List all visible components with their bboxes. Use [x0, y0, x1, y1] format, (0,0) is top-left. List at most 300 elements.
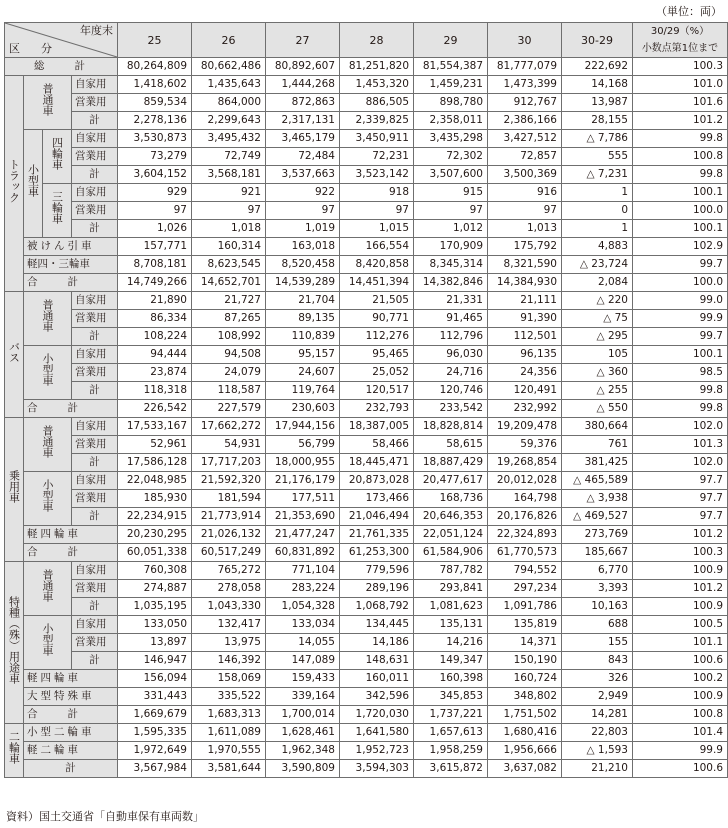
count-cell: 61,253,300: [340, 544, 414, 562]
row-label: 軽四輪車: [24, 670, 118, 688]
count-cell: 13,897: [118, 634, 192, 652]
ratio-cell: 100.5: [633, 616, 728, 634]
diff-cell: 21,210: [562, 760, 633, 778]
count-cell: 133,050: [118, 616, 192, 634]
row-label: 営業用: [72, 148, 118, 166]
row-label: 自家用: [72, 472, 118, 490]
count-cell: 61,584,906: [414, 544, 488, 562]
row-label: 合 計: [24, 400, 118, 418]
count-cell: 1,737,221: [414, 706, 488, 724]
ratio-cell: 97.7: [633, 508, 728, 526]
count-cell: 8,520,458: [266, 256, 340, 274]
count-cell: 97: [414, 202, 488, 220]
ratio-cell: 100.9: [633, 688, 728, 706]
count-cell: 14,539,289: [266, 274, 340, 292]
count-cell: 283,224: [266, 580, 340, 598]
count-cell: 1,018: [192, 220, 266, 238]
count-cell: 160,011: [340, 670, 414, 688]
table-row: [5, 616, 728, 634]
diff-cell: △ 550: [562, 400, 633, 418]
count-cell: 185,930: [118, 490, 192, 508]
diff-cell: △ 469,527: [562, 508, 633, 526]
count-cell: 1,473,399: [488, 76, 562, 94]
ratio-cell: 101.3: [633, 436, 728, 454]
row-label: 自家用: [72, 292, 118, 310]
row-label: 営業用: [72, 94, 118, 112]
diff-cell: 1: [562, 184, 633, 202]
count-cell: 95,157: [266, 346, 340, 364]
count-cell: 58,466: [340, 436, 414, 454]
count-cell: 17,586,128: [118, 454, 192, 472]
count-cell: 13,975: [192, 634, 266, 652]
count-cell: 21,477,247: [266, 526, 340, 544]
table-row: [5, 544, 728, 562]
count-cell: 3,465,179: [266, 130, 340, 148]
unit-note: （単位：両）: [656, 5, 722, 18]
diff-cell: 13,987: [562, 94, 633, 112]
count-cell: 787,782: [414, 562, 488, 580]
ratio-cell: 101.2: [633, 112, 728, 130]
count-cell: 94,444: [118, 346, 192, 364]
diff-cell: △ 295: [562, 328, 633, 346]
diff-cell: 1: [562, 220, 633, 238]
row-label: 営業用: [72, 436, 118, 454]
count-cell: 8,321,590: [488, 256, 562, 274]
count-cell: 1,026: [118, 220, 192, 238]
count-cell: 3,637,082: [488, 760, 562, 778]
year-header: 27: [266, 23, 340, 58]
year-header: 25: [118, 23, 192, 58]
count-cell: 181,594: [192, 490, 266, 508]
ratio-cell: 97.7: [633, 490, 728, 508]
diff-cell: △ 75: [562, 310, 633, 328]
count-cell: 52,961: [118, 436, 192, 454]
count-cell: 18,387,005: [340, 418, 414, 436]
count-cell: 148,631: [340, 652, 414, 670]
count-cell: 80,892,607: [266, 58, 340, 76]
count-cell: 21,331: [414, 292, 488, 310]
ratio-cell: 100.2: [633, 670, 728, 688]
diff-cell: △ 255: [562, 382, 633, 400]
count-cell: 1,700,014: [266, 706, 340, 724]
count-cell: 17,533,167: [118, 418, 192, 436]
table-row: [5, 148, 728, 166]
count-cell: 25,052: [340, 364, 414, 382]
count-cell: 21,026,132: [192, 526, 266, 544]
count-cell: 17,662,272: [192, 418, 266, 436]
table-row: [5, 454, 728, 472]
count-cell: 916: [488, 184, 562, 202]
count-cell: 8,623,545: [192, 256, 266, 274]
ratio-cell: 100.9: [633, 598, 728, 616]
row-label: 計: [72, 166, 118, 184]
count-cell: 3,435,298: [414, 130, 488, 148]
row-label: 合 計: [24, 274, 118, 292]
row-label: 軽二輪車: [24, 742, 118, 760]
count-cell: 91,390: [488, 310, 562, 328]
row-label: 営業用: [72, 202, 118, 220]
count-cell: 18,887,429: [414, 454, 488, 472]
count-cell: 132,417: [192, 616, 266, 634]
count-cell: 331,443: [118, 688, 192, 706]
count-cell: 1,669,679: [118, 706, 192, 724]
count-cell: 97: [192, 202, 266, 220]
count-cell: 60,051,338: [118, 544, 192, 562]
count-cell: 886,505: [340, 94, 414, 112]
count-cell: 97: [488, 202, 562, 220]
count-cell: 118,318: [118, 382, 192, 400]
count-cell: 21,353,690: [266, 508, 340, 526]
count-cell: 119,764: [266, 382, 340, 400]
count-cell: 1,972,649: [118, 742, 192, 760]
row-label: 計: [72, 598, 118, 616]
count-cell: 1,054,328: [266, 598, 340, 616]
count-cell: 21,111: [488, 292, 562, 310]
subcategory-futsu: 普通車: [24, 562, 72, 616]
count-cell: 3,568,181: [192, 166, 266, 184]
diff-cell: 2,084: [562, 274, 633, 292]
count-cell: 56,799: [266, 436, 340, 454]
ratio-cell: 100.6: [633, 760, 728, 778]
category-twowheel: 二輪車: [5, 724, 24, 778]
count-cell: 342,596: [340, 688, 414, 706]
count-cell: 1,956,666: [488, 742, 562, 760]
diff-cell: 0: [562, 202, 633, 220]
row-label: 軽四輪車: [24, 526, 118, 544]
count-cell: 22,051,124: [414, 526, 488, 544]
count-cell: 112,501: [488, 328, 562, 346]
count-cell: 14,749,266: [118, 274, 192, 292]
ratio-cell: 100.0: [633, 202, 728, 220]
row-label: 営業用: [72, 310, 118, 328]
ratio-cell: 98.5: [633, 364, 728, 382]
count-cell: 3,615,872: [414, 760, 488, 778]
table-row: [5, 724, 728, 742]
count-cell: 2,386,166: [488, 112, 562, 130]
ratio-cell: 100.3: [633, 58, 728, 76]
count-cell: 1,035,195: [118, 598, 192, 616]
row-label: 営業用: [72, 580, 118, 598]
category-truck: トラック: [5, 76, 24, 292]
table-row: [5, 184, 728, 202]
count-cell: 58,615: [414, 436, 488, 454]
ratio-cell: 100.9: [633, 562, 728, 580]
table-row: [5, 688, 728, 706]
count-cell: 1,091,786: [488, 598, 562, 616]
count-cell: 348,802: [488, 688, 562, 706]
row-label: 営業用: [72, 490, 118, 508]
count-cell: 297,234: [488, 580, 562, 598]
row-label: 総 計: [5, 58, 118, 76]
table-row: [5, 328, 728, 346]
ratio-cell: 102.0: [633, 454, 728, 472]
diff-header: 30-29: [562, 23, 633, 58]
subcategory-futsu: 普通車: [24, 292, 72, 346]
count-cell: 110,839: [266, 328, 340, 346]
diff-cell: 14,168: [562, 76, 633, 94]
row-label: 自家用: [72, 562, 118, 580]
ratio-cell: 101.2: [633, 526, 728, 544]
count-cell: 163,018: [266, 238, 340, 256]
count-cell: 14,055: [266, 634, 340, 652]
count-cell: 159,433: [266, 670, 340, 688]
table-row: [5, 94, 728, 112]
count-cell: 20,230,295: [118, 526, 192, 544]
diff-cell: 22,803: [562, 724, 633, 742]
table-row: [5, 364, 728, 382]
count-cell: 72,231: [340, 148, 414, 166]
count-cell: 89,135: [266, 310, 340, 328]
diff-cell: 688: [562, 616, 633, 634]
count-cell: 24,079: [192, 364, 266, 382]
row-label: 大型特殊車: [24, 688, 118, 706]
count-cell: 18,000,955: [266, 454, 340, 472]
row-label: 被けん引車: [24, 238, 118, 256]
count-cell: 22,048,985: [118, 472, 192, 490]
count-cell: 24,607: [266, 364, 340, 382]
count-cell: 14,384,930: [488, 274, 562, 292]
ratio-cell: 99.7: [633, 256, 728, 274]
count-cell: 3,604,152: [118, 166, 192, 184]
row-label: 計: [72, 382, 118, 400]
count-cell: 1,019: [266, 220, 340, 238]
table-row: [5, 670, 728, 688]
diff-cell: 273,769: [562, 526, 633, 544]
ratio-cell: 100.1: [633, 346, 728, 364]
header-row: [5, 23, 728, 58]
ratio-header-line1: 30/29（%）: [650, 26, 710, 37]
ratio-cell: 99.8: [633, 382, 728, 400]
count-cell: 157,771: [118, 238, 192, 256]
count-cell: 59,376: [488, 436, 562, 454]
count-cell: 120,517: [340, 382, 414, 400]
diff-cell: 761: [562, 436, 633, 454]
count-cell: 133,034: [266, 616, 340, 634]
ratio-cell: 102.0: [633, 418, 728, 436]
count-cell: 1,015: [340, 220, 414, 238]
table-row: [5, 562, 728, 580]
diff-cell: 4,883: [562, 238, 633, 256]
count-cell: 177,511: [266, 490, 340, 508]
count-cell: 97: [266, 202, 340, 220]
row-label: 軽四・三輪車: [24, 256, 118, 274]
count-cell: 3,495,432: [192, 130, 266, 148]
count-cell: 1,435,643: [192, 76, 266, 94]
count-cell: 3,537,663: [266, 166, 340, 184]
count-cell: 2,317,131: [266, 112, 340, 130]
table-row: [5, 238, 728, 256]
count-cell: 1,043,330: [192, 598, 266, 616]
table-row: [5, 130, 728, 148]
count-cell: 289,196: [340, 580, 414, 598]
count-cell: 60,517,249: [192, 544, 266, 562]
diff-cell: △ 360: [562, 364, 633, 382]
table-row: [5, 202, 728, 220]
count-cell: 21,773,914: [192, 508, 266, 526]
ratio-cell: 101.1: [633, 634, 728, 652]
count-cell: 19,268,854: [488, 454, 562, 472]
diff-cell: 155: [562, 634, 633, 652]
count-cell: 918: [340, 184, 414, 202]
count-cell: 2,278,136: [118, 112, 192, 130]
table-row: [5, 274, 728, 292]
count-cell: 72,302: [414, 148, 488, 166]
count-cell: 2,299,643: [192, 112, 266, 130]
count-cell: 293,841: [414, 580, 488, 598]
count-cell: 1,952,723: [340, 742, 414, 760]
subcategory-kogata: 小型車: [24, 472, 72, 526]
count-cell: 160,724: [488, 670, 562, 688]
diff-cell: 185,667: [562, 544, 633, 562]
count-cell: 72,749: [192, 148, 266, 166]
subcategory-kogata: 小型車: [24, 346, 72, 400]
ratio-cell: 101.2: [633, 580, 728, 598]
count-cell: 8,345,314: [414, 256, 488, 274]
diff-cell: 555: [562, 148, 633, 166]
count-cell: 3,530,873: [118, 130, 192, 148]
count-cell: 72,857: [488, 148, 562, 166]
count-cell: 73,279: [118, 148, 192, 166]
table-row: [5, 112, 728, 130]
count-cell: 929: [118, 184, 192, 202]
ratio-cell: 99.8: [633, 166, 728, 184]
diff-cell: 380,664: [562, 418, 633, 436]
count-cell: 1,628,461: [266, 724, 340, 742]
fiscal-year-end-label: 年度末: [80, 24, 113, 37]
ratio-cell: 99.9: [633, 742, 728, 760]
table-row: [5, 634, 728, 652]
diff-cell: △ 3,938: [562, 490, 633, 508]
count-cell: 20,646,353: [414, 508, 488, 526]
count-cell: 14,216: [414, 634, 488, 652]
count-cell: 232,793: [340, 400, 414, 418]
category-label: 区 分: [9, 42, 57, 55]
count-cell: 18,445,471: [340, 454, 414, 472]
count-cell: 3,500,369: [488, 166, 562, 184]
count-cell: 232,992: [488, 400, 562, 418]
count-cell: 168,736: [414, 490, 488, 508]
count-cell: 3,567,984: [118, 760, 192, 778]
count-cell: 779,596: [340, 562, 414, 580]
count-cell: 14,371: [488, 634, 562, 652]
table-row: [5, 310, 728, 328]
count-cell: 80,264,809: [118, 58, 192, 76]
diff-cell: 326: [562, 670, 633, 688]
count-cell: 3,594,303: [340, 760, 414, 778]
count-cell: 227,579: [192, 400, 266, 418]
row-label: 営業用: [72, 634, 118, 652]
table-row: [5, 418, 728, 436]
count-cell: 898,780: [414, 94, 488, 112]
count-cell: 24,356: [488, 364, 562, 382]
count-cell: 150,190: [488, 652, 562, 670]
year-header: 30: [488, 23, 562, 58]
count-cell: 120,746: [414, 382, 488, 400]
subcategory-kogata: 小型車: [24, 130, 43, 238]
count-cell: 14,382,846: [414, 274, 488, 292]
count-cell: 2,358,011: [414, 112, 488, 130]
count-cell: 112,796: [414, 328, 488, 346]
ratio-header: [633, 23, 728, 58]
count-cell: 1,611,089: [192, 724, 266, 742]
row-label: 計: [72, 112, 118, 130]
count-cell: 21,761,335: [340, 526, 414, 544]
count-cell: 2,339,825: [340, 112, 414, 130]
diff-cell: 28,155: [562, 112, 633, 130]
count-cell: 61,770,573: [488, 544, 562, 562]
count-cell: 166,554: [340, 238, 414, 256]
count-cell: 112,276: [340, 328, 414, 346]
count-cell: 226,542: [118, 400, 192, 418]
count-cell: 170,909: [414, 238, 488, 256]
row-label: 計: [72, 328, 118, 346]
table-row: [5, 292, 728, 310]
count-cell: 108,224: [118, 328, 192, 346]
count-cell: 339,164: [266, 688, 340, 706]
count-cell: 175,792: [488, 238, 562, 256]
subcategory-kogata: 小型車: [24, 616, 72, 670]
row-label: 計: [72, 508, 118, 526]
count-cell: 859,534: [118, 94, 192, 112]
count-cell: 1,970,555: [192, 742, 266, 760]
table-row: [5, 400, 728, 418]
row-label: 計: [24, 760, 118, 778]
row-label: 自家用: [72, 130, 118, 148]
count-cell: 922: [266, 184, 340, 202]
row-label: 合 計: [24, 706, 118, 724]
count-cell: 1,012: [414, 220, 488, 238]
count-cell: 86,334: [118, 310, 192, 328]
count-cell: 135,819: [488, 616, 562, 634]
count-cell: 95,465: [340, 346, 414, 364]
count-cell: 765,272: [192, 562, 266, 580]
count-cell: 24,716: [414, 364, 488, 382]
year-header: 26: [192, 23, 266, 58]
diff-cell: 222,692: [562, 58, 633, 76]
count-cell: 96,030: [414, 346, 488, 364]
vehicle-count-table: [4, 22, 728, 778]
count-cell: 118,587: [192, 382, 266, 400]
count-cell: 14,186: [340, 634, 414, 652]
diff-cell: △ 7,231: [562, 166, 633, 184]
count-cell: 1,680,416: [488, 724, 562, 742]
row-label: 計: [72, 454, 118, 472]
table-row: [5, 436, 728, 454]
count-cell: 3,427,512: [488, 130, 562, 148]
diff-cell: 843: [562, 652, 633, 670]
category-bus: バス: [5, 292, 24, 418]
count-cell: 3,581,644: [192, 760, 266, 778]
count-cell: 160,314: [192, 238, 266, 256]
diff-cell: 105: [562, 346, 633, 364]
count-cell: 1,751,502: [488, 706, 562, 724]
year-header: 29: [414, 23, 488, 58]
ratio-cell: 100.6: [633, 652, 728, 670]
count-cell: 97: [340, 202, 414, 220]
count-cell: 147,089: [266, 652, 340, 670]
ratio-cell: 100.3: [633, 544, 728, 562]
diff-cell: 381,425: [562, 454, 633, 472]
count-cell: 1,720,030: [340, 706, 414, 724]
diff-cell: △ 1,593: [562, 742, 633, 760]
count-cell: 97: [118, 202, 192, 220]
count-cell: 274,887: [118, 580, 192, 598]
diff-cell: △ 23,724: [562, 256, 633, 274]
count-cell: 19,209,478: [488, 418, 562, 436]
source-note: 資料）国土交通省「自動車保有車両数」: [6, 810, 204, 823]
table-row: [5, 598, 728, 616]
count-cell: 17,944,156: [266, 418, 340, 436]
